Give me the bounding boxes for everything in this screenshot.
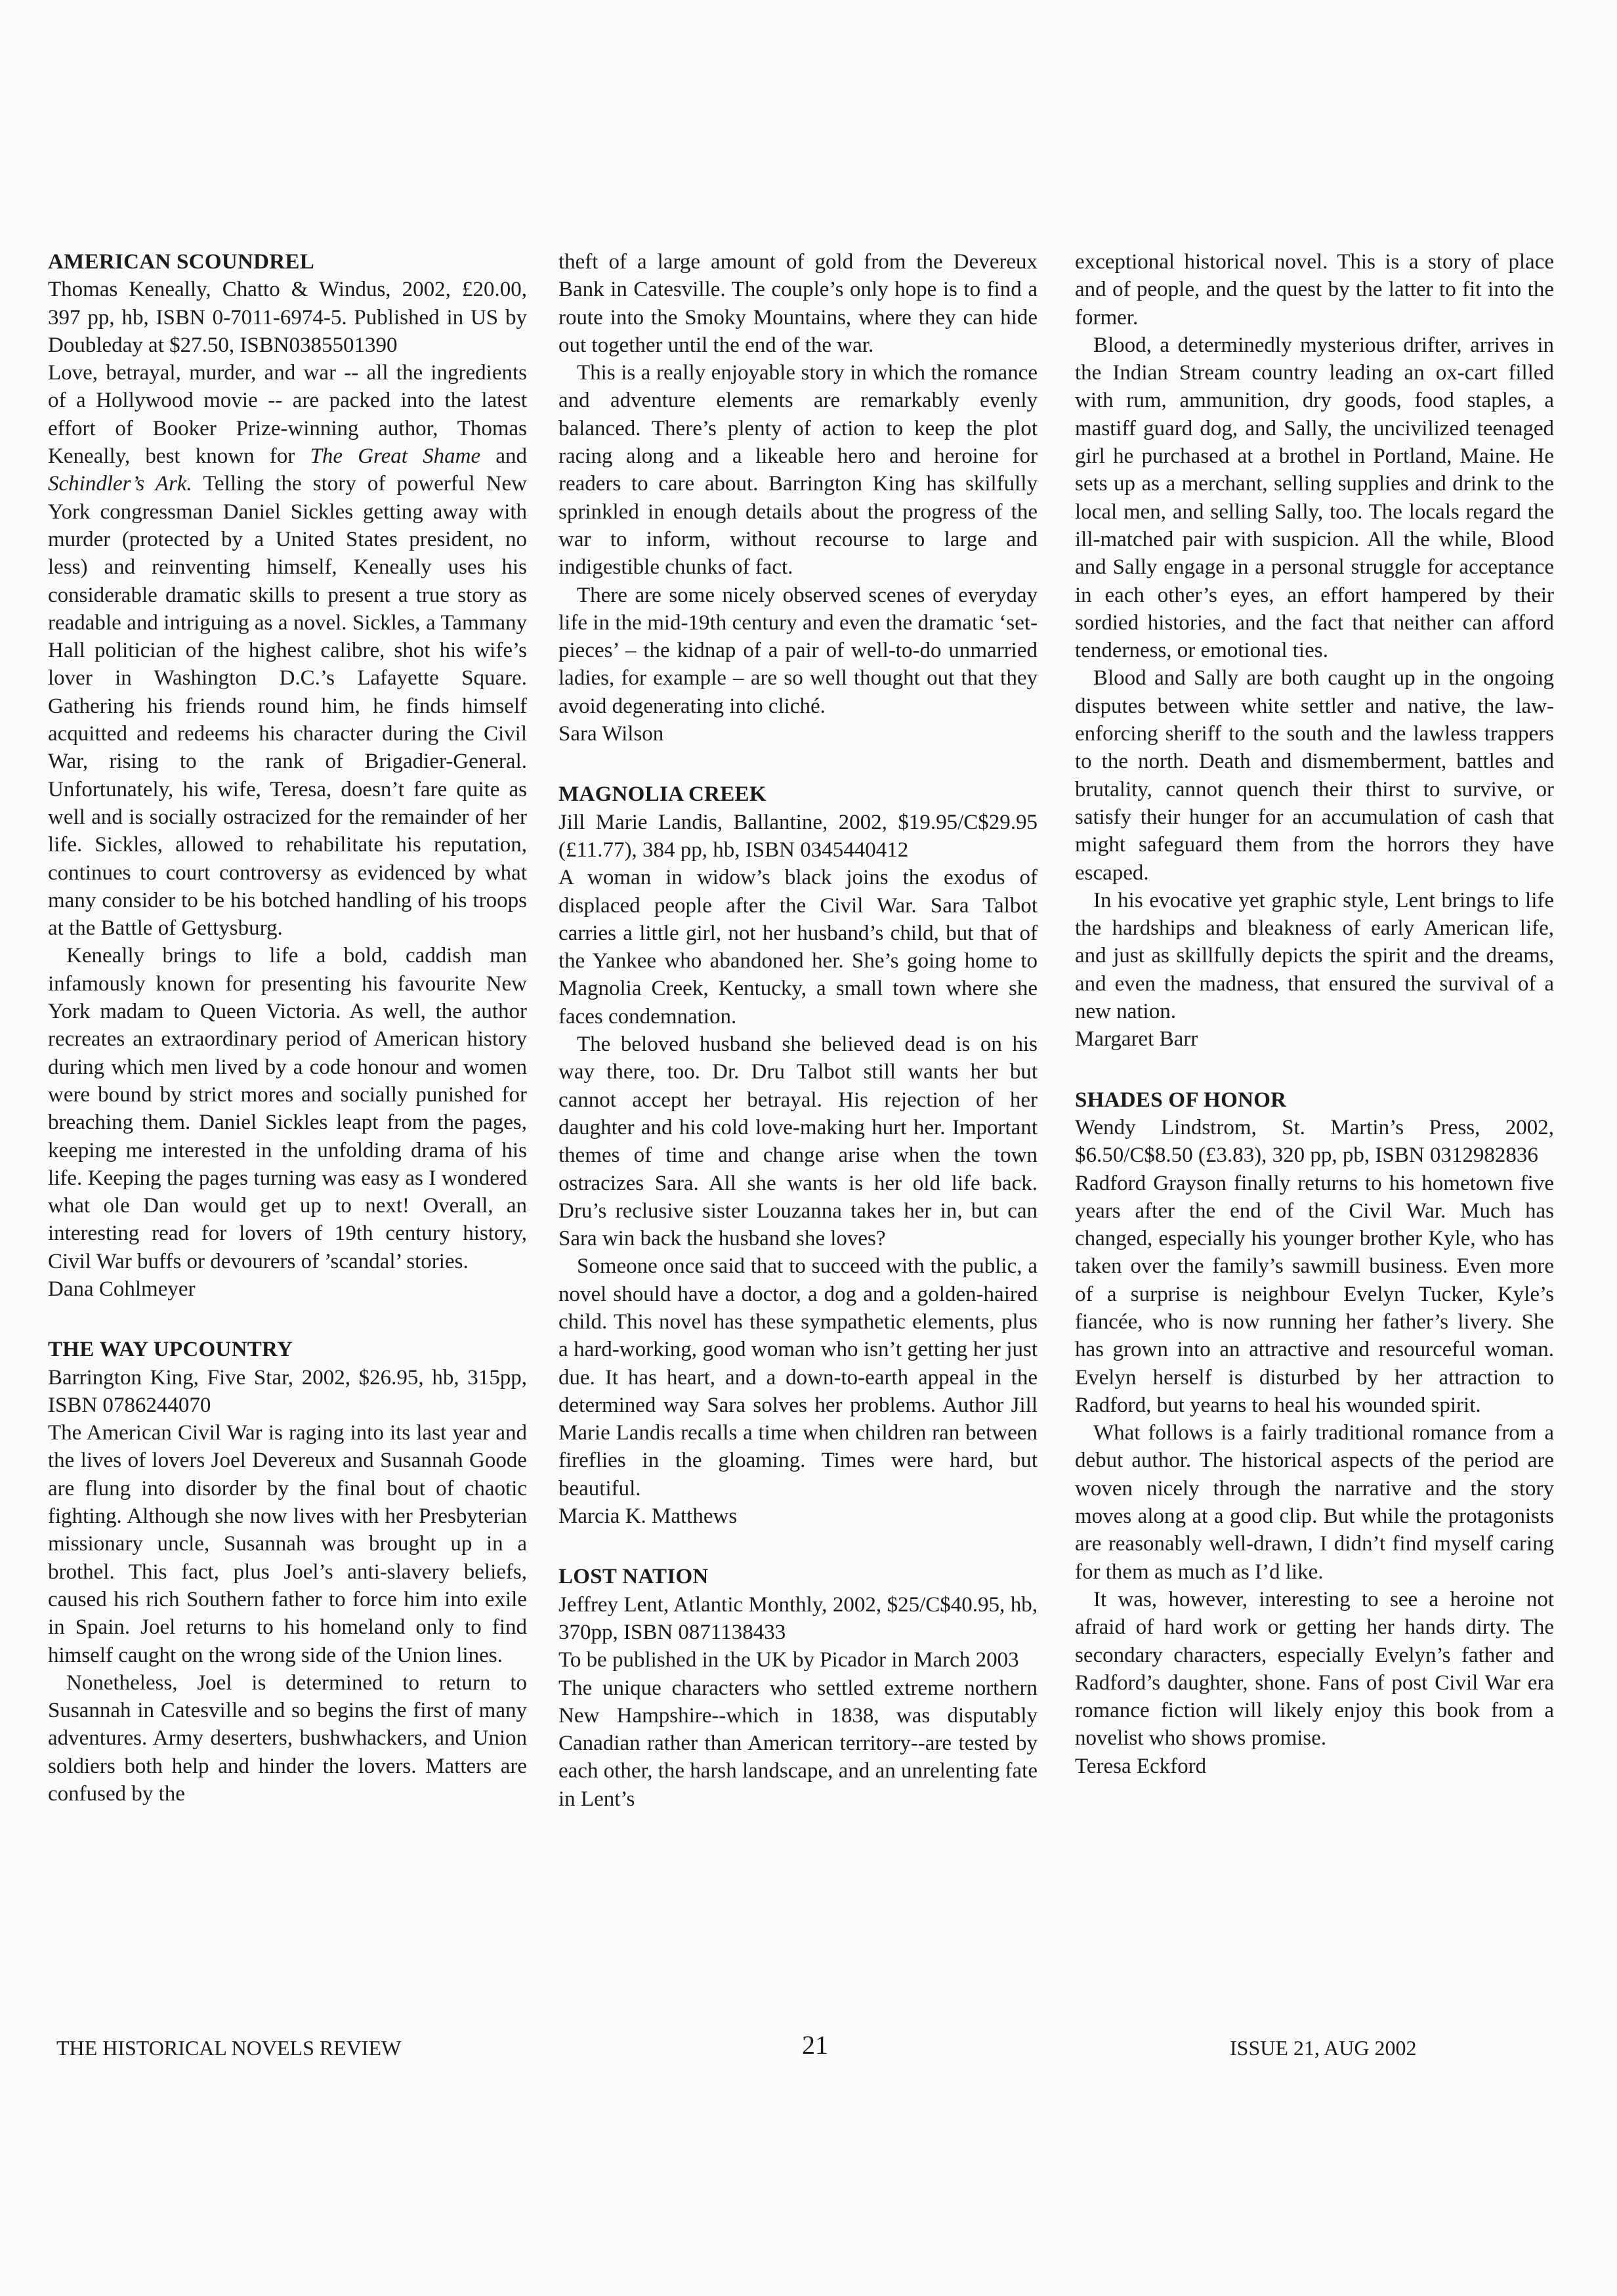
review-paragraph: A woman in widow’s black joins the exodus of displaced people after the Civil War. Sara Talbot carries a little girl, not her husband’s child, but that of the Yankee who abandoned her. She’s going home to Magnolia Creek, Kentucky, a small town where she faces condemnation. [558, 866, 1038, 1029]
review-paragraph: theft of a large amount of gold from the Devereux Bank in Catesville. The couple’s only hope is to find a route into the Smoky Mountains, where they can hide out together until the end of the war. [558, 250, 1038, 357]
review-paragraph: The American Civil War is raging into its last year and the lives of lovers Joel Devereux and Susannah Goode are flung into disorder by the final bout of chaotic fighting. Although she now lives with her Presbyterian missionary uncle, Susannah was brought up in a brothel. This fact, plus Joel’s anti-slavery beliefs, caused his rich Southern father to force him into exile in Spain. Joel returns to his homeland only to find himself caught on the wrong side of the Union lines. [48, 1421, 527, 1667]
book-title: The Great Shame [310, 444, 481, 469]
review-biblio: Jill Marie Landis, Ballantine, 2002, $19.95/C$29.95 (£11.77), 384 pp, hb, ISBN 0345440412 [558, 810, 1038, 862]
reviewer-name: Sara Wilson [558, 722, 664, 746]
review-paragraph: What follows is a fairly traditional romance from a debut author. The historical aspects of the period are woven nicely through the narrative and the story moves along at a good clip. But while the protagonists are reasonably well-drawn, I didn’t find myself caring for them as much as I’d like. [1075, 1421, 1554, 1584]
review-paragraph: Nonetheless, Joel is determined to return to Susannah in Catesville and so begins the first of many adventures. Army deserters, bushwhackers, and Union soldiers both help and hinder the lovers. Matters are confused by the [48, 1670, 527, 1806]
footer-issue: ISSUE 21, AUG 2002 [1230, 2036, 1417, 2060]
book-title: Schindler’s Ark. [48, 472, 192, 496]
page-number: 21 [802, 2030, 828, 2060]
reviewer-name: Dana Cohlmeyer [48, 1277, 196, 1301]
column-2 [558, 248, 1038, 1813]
review-paragraph: Blood, a determinedly mysterious drifter, arrives in the Indian Stream country leading an ox-cart filled with rum, ammunition, dry goods, food staples, a mastiff guard dog, and Sally, the uncivilized teenaged girl he purchased at a brothel in Portland, Maine. He sets up as a merchant, selling supplies and drink to the local men, and selling Sally, too. The locals regard the ill-matched pair with suspicion. All the while, Blood and Sally engage in a personal struggle for acceptance in each other’s eyes, an effort hampered by their sordied histories, and the fact that neither can afford tenderness, or emotional ties. [1075, 333, 1554, 663]
review-title: MAGNOLIA CREEK [558, 782, 766, 807]
review-paragraph: Someone once said that to succeed with the public, a novel should have a doctor, a dog and a golden-haired child. This novel has these sympathetic elements, plus a hard-working, good woman who isn’t getting her just due. It has heart, and a down-to-earth appeal in the determined way Sara solves her problems. Author Jill Marie Landis recalls a time when children ran between fireflies in the gloaming. Times were hard, but beautiful. [558, 1254, 1038, 1500]
review-paragraph: Keneally brings to life a bold, caddish man infamously known for presenting his favourite New York madam to Queen Victoria. As well, the author recreates an extraordinary period of American history during which men lived by a code honour and women were bound by strict mores and socially punished for breaching them. Daniel Sickles leapt from the pages, keeping me interested in the unfolding drama of his life. Keeping the pages turning was easy as I wondered what ole Dan would get up to next! Overall, an interesting read for lovers of 19th century history, Civil War buffs or devourers of ’scandal’ stories. [48, 944, 527, 1273]
review-title: THE WAY UPCOUNTRY [48, 1338, 293, 1362]
review-title: LOST NATION [558, 1565, 709, 1589]
review-biblio: Thomas Keneally, Chatto & Windus, 2002, £20.00, 397 pp, hb, ISBN 0-7011-6974-5. Published in US by Doubleday at $27.50, ISBN0385501390 [48, 278, 527, 357]
review-paragraph: exceptional historical novel. This is a story of place and of people, and the quest by the latter to fit into the former. [1075, 250, 1554, 330]
column-3 [1075, 248, 1554, 1780]
reviewer-name: Margaret Barr [1075, 1027, 1198, 1052]
review-note: To be published in the UK by Picador in March 2003 [558, 1648, 1019, 1672]
review-biblio: Jeffrey Lent, Atlantic Monthly, 2002, $25/C$40.95, hb, 370pp, ISBN 0871138433 [558, 1592, 1038, 1644]
review-paragraph: There are some nicely observed scenes of everyday life in the mid-19th century and even the dramatic ‘set-pieces’ – the kidnap of a pair of well-to-do unmarried ladies, for example – are so well thought out that they avoid degenerating into cliché. [558, 583, 1038, 718]
review-paragraph: In his evocative yet graphic style, Lent brings to life the hardships and bleakness of early American life, and just as skillfully depicts the spirit and the dreams, and even the madness, that ensured the survival of a new nation. [1075, 888, 1554, 1024]
review-biblio: Wendy Lindstrom, St. Martin’s Press, 2002, $6.50/C$8.50 (£3.83), 320 pp, pb, ISBN 0312982836 [1075, 1115, 1554, 1168]
review-paragraph: The unique characters who settled extreme northern New Hampshire--which in 1838, was disputably Canadian rather than American territory--are tested by each other, the harsh landscape, and an unrelenting fate in Lent’s [558, 1676, 1038, 1811]
review-biblio: Barrington King, Five Star, 2002, $26.95, hb, 315pp, ISBN 0786244070 [48, 1365, 527, 1417]
review-title: SHADES OF HONOR [1075, 1088, 1287, 1112]
review-paragraph: Love, betrayal, murder, and war -- all the ingredients of a Hollywood movie -- are packed into the latest effort of Booker Prize-winning author, Thomas Keneally, best known for The Great Shame and Schindler’s Ark. Telling the story of powerful New York congressman Daniel Sickles getting away with murder (protected by a United States president, no less) and reinventing himself, Keneally uses his considerable dramatic skills to present a true story as readable and intriguing as a novel. Sickles, a Tammany Hall politician of the highest calibre, shot his wife’s lover in Washington D.C.’s Lafayette Square. Gathering his friends round him, he finds himself acquitted and redeems his character during the Civil War, rising to the rank of Brigadier-General. Unfortunately, his wife, Teresa, doesn’t fare quite as well and is socially ostracized for the remainder of her life. Sickles, allowed to rehabilitate his reputation, continues to court controversy as evidenced by what many consider to be his botched handling of his troops at the Battle of Gettysburg. [48, 361, 528, 941]
reviewer-name: Teresa Eckford [1075, 1754, 1207, 1778]
footer-publication: THE HISTORICAL NOVELS REVIEW [56, 2036, 402, 2060]
review-title: AMERICAN SCOUNDREL [48, 250, 315, 274]
review-paragraph: This is a really enjoyable story in which the romance and adventure elements are remarkably evenly balanced. There’s plenty of action to keep the plot racing along and a likeable hero and heroine for readers to care about. Barrington King has skilfully sprinkled in enough details about the progress of the war to inform, without recourse to large and indigestible chunks of fact. [558, 361, 1038, 580]
review-paragraph: Blood and Sally are both caught up in the ongoing disputes between white settler and native, the law-enforcing sheriff to the south and the lawless trappers to the north. Death and dismemberment, battles and brutality, cannot quench their thirst to survive, or satisfy their hunger for an accumulation of cash that might safeguard them from the horrors they have escaped. [1075, 666, 1554, 885]
column-1 [48, 248, 527, 1808]
reviewer-name: Marcia K. Matthews [558, 1504, 738, 1529]
review-paragraph: The beloved husband she believed dead is on his way there, too. Dr. Dru Talbot still wants her but cannot accept her betrayal. His rejection of her daughter and his cold love-making hurt her. Important themes of time and change arise when the town ostracizes Sara. All she wants is her old life back. Dru’s reclusive sister Louzanna takes her in, but can Sara win back the husband she loves? [558, 1032, 1038, 1251]
review-paragraph: Radford Grayson finally returns to his hometown five years after the end of the Civil War. Much has changed, especially his younger brother Kyle, who has taken over the family’s sawmill business. Even more of a surprise is neighbour Evelyn Tucker, Kyle’s fiancée, who is now running her father’s livery. She has grown into an attractive and resourceful woman. Evelyn herself is disturbed by her attraction to Radford, but yearns to heal his wounded spirit. [1075, 1171, 1554, 1417]
review-paragraph: It was, however, interesting to see a heroine not afraid of hard work or getting her hands dirty. The secondary characters, especially Evelyn’s father and Radford’s daughter, shone. Fans of post Civil War era romance fiction will likely enjoy this book from a novelist who shows promise. [1075, 1587, 1554, 1751]
